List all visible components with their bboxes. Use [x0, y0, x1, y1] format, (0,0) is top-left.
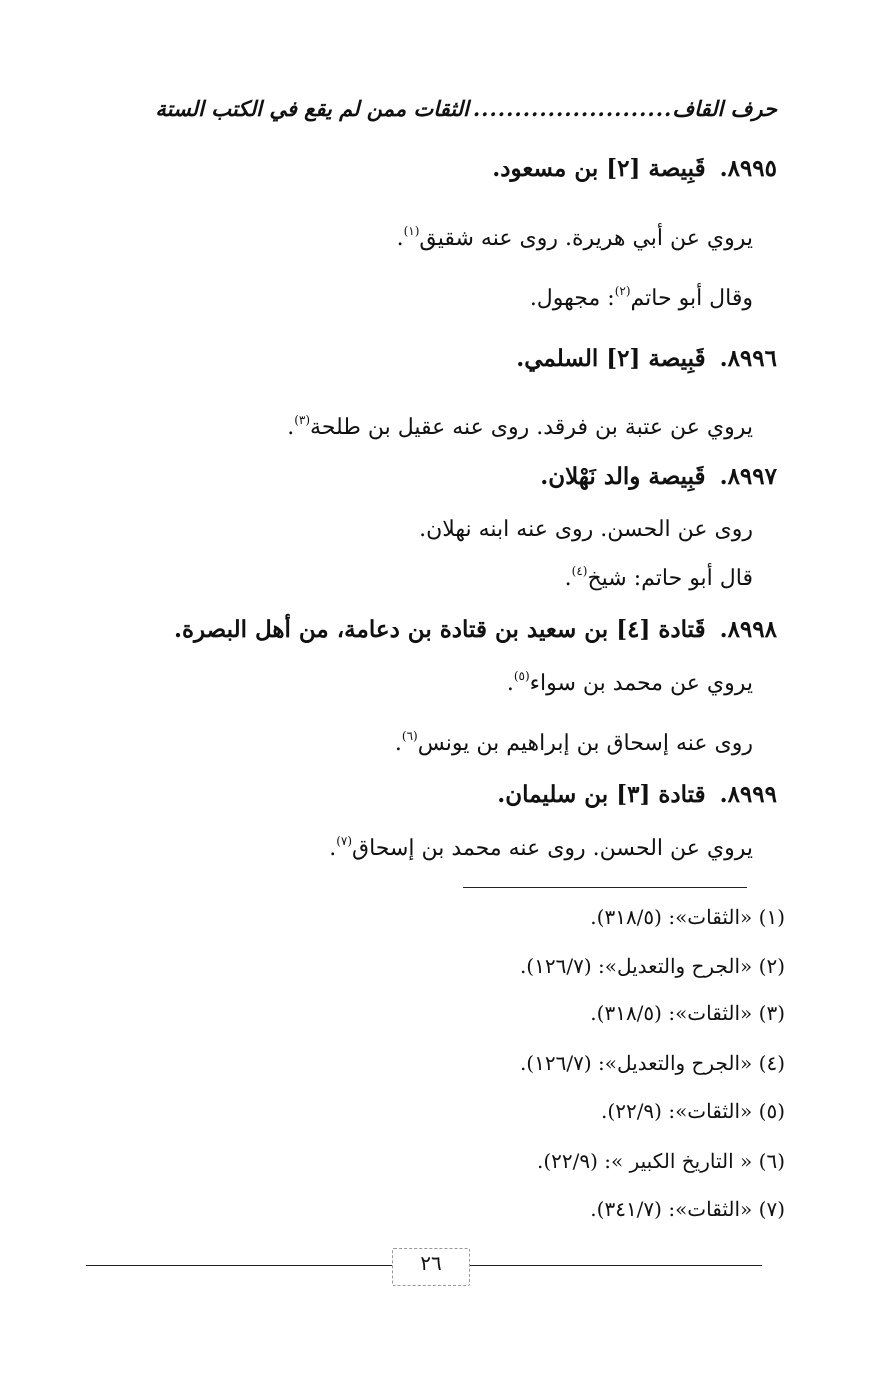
- entry-line: [565, 564, 753, 591]
- footnote-ref: (٦): [401, 729, 418, 743]
- entry-line: [395, 729, 753, 756]
- line-text: وقال أبو حاتم: [630, 286, 753, 311]
- entry-name: قَبِيصة والد نَهْلان.: [540, 463, 706, 490]
- footnote-ref: (٢): [614, 284, 631, 298]
- line-end: .: [564, 566, 572, 591]
- header-chapter: حرف القاف: [672, 96, 777, 121]
- entry-line: [530, 284, 753, 311]
- line-end: .: [394, 731, 402, 756]
- entry-name: قَتادة [٤] بن سعيد بن قتادة بن دعامة، من أهل البصرة.: [173, 616, 706, 643]
- footnote: (٧) «الثقات»: (٣٤١/٧).: [590, 1197, 785, 1221]
- line-text: يروي عن محمد بن سواء: [529, 671, 753, 696]
- entry-number: ٨٩٩٥.: [719, 155, 777, 182]
- footnote: (٤) «الجرح والتعديل»: (١٢٦/٧).: [519, 1051, 785, 1075]
- running-header: [107, 96, 777, 121]
- line-end: .: [506, 671, 514, 696]
- line-end: .: [396, 226, 404, 251]
- entry-line: [397, 224, 753, 251]
- entry-number: ٨٩٩٨.: [719, 616, 777, 643]
- footnote-ref: (٣): [294, 413, 311, 427]
- entry-name: قَبِيصة [٢] بن مسعود.: [492, 155, 706, 182]
- line-text: قال أبو حاتم: شيخ: [587, 566, 753, 591]
- footer-rule-right: [470, 1265, 762, 1266]
- entry-name: قَبِيصة [٢] السلمي.: [516, 345, 706, 372]
- page-number: ٢٦: [420, 1251, 442, 1275]
- entry-title: [540, 463, 777, 490]
- footer-rule-left: [86, 1265, 392, 1266]
- entry-title: [497, 781, 777, 808]
- footnote-ref: (١): [403, 224, 420, 238]
- footnote: (١) «الثقات»: (٣١٨/٥).: [590, 905, 785, 929]
- line-end: .: [329, 836, 337, 861]
- line-text: يروي عن عتبة بن فرقد. روى عنه عقيل بن طلحة: [310, 415, 753, 440]
- line-text: روى عنه إسحاق بن إبراهيم بن يونس: [417, 731, 753, 756]
- entry-name: قتادة [٣] بن سليمان.: [497, 781, 706, 808]
- line-text: روى عن الحسن. روى عنه ابنه نهلان.: [419, 517, 753, 542]
- footnote: (٣) «الثقات»: (٣١٨/٥).: [590, 1001, 785, 1025]
- footnote-ref: (٤): [571, 564, 588, 578]
- entry-number: ٨٩٩٧.: [719, 463, 777, 490]
- footnote-ref: (٥): [513, 669, 530, 683]
- footnote-separator: [463, 887, 747, 888]
- entry-title: [174, 616, 777, 643]
- entry-line: [419, 517, 753, 542]
- footnote: (٥) «الثقات»: (٢٢/٩).: [601, 1099, 785, 1123]
- entry-title: [492, 155, 777, 182]
- entry-number: ٨٩٩٦.: [719, 345, 777, 372]
- line-end: .: [287, 415, 295, 440]
- footnote-ref: (٧): [336, 834, 353, 848]
- entry-line: [329, 834, 753, 861]
- footnote: (٦) « التاريخ الكبير »: (٢٢/٩).: [536, 1149, 785, 1173]
- line-text: يروي عن أبي هريرة. روى عنه شقيق: [419, 226, 753, 251]
- entry-number: ٨٩٩٩.: [719, 781, 777, 808]
- entry-title: [516, 345, 777, 372]
- footnote: (٢) «الجرح والتعديل»: (١٢٦/٧).: [519, 954, 785, 978]
- line-text: يروي عن الحسن. روى عنه محمد بن إسحاق: [352, 836, 753, 861]
- entry-line: [507, 669, 753, 696]
- header-book-title: الثقات ممن لم يقع في الكتب الستة: [155, 96, 469, 121]
- entry-line: [287, 413, 753, 440]
- line-end: : مجهول.: [529, 286, 615, 311]
- header-dots: ........................: [472, 96, 673, 121]
